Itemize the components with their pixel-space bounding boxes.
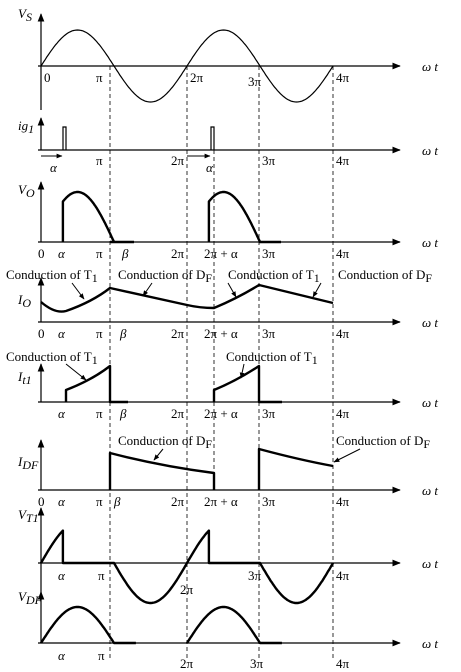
tick-label: β (120, 406, 127, 421)
gate-pulse-2 (211, 127, 214, 150)
tick-label: 0 (38, 326, 45, 341)
ylabel-vs: VS (18, 6, 32, 24)
arrow-df-a (143, 283, 152, 296)
y-labels (17, 6, 43, 607)
annotation-conduction-t1: Conduction of T1 (6, 267, 98, 285)
xlabel-vt1: ω t (422, 556, 439, 571)
tick-label: 2π (171, 494, 185, 509)
xlabel-vo: ω t (422, 235, 439, 250)
tick-label: 2π (171, 246, 185, 261)
tick-labels (38, 70, 350, 671)
waveform-vo (63, 192, 260, 242)
waveform-it1 (66, 366, 282, 402)
annotations (6, 267, 432, 451)
arrow-idf-a (154, 449, 163, 460)
xlabel-vdf: ω t (422, 636, 439, 651)
tick-label: 4π (336, 326, 350, 341)
ylabel-vo: VO (18, 182, 35, 200)
ylabel-idf: IDF (18, 454, 39, 472)
arrow-it1-a (66, 364, 86, 380)
tick-label: 4π (336, 70, 350, 85)
ylabel-it1: It1 (18, 369, 32, 387)
arrow-df-b (313, 283, 321, 297)
tick-label: 2π + α (204, 326, 238, 341)
tick-label: 3π (262, 326, 276, 341)
tick-label: π (96, 70, 103, 85)
tick-label: α (58, 568, 65, 583)
tick-label: π (96, 406, 103, 421)
arrow-t1-b (228, 283, 236, 297)
tick-label: α (58, 406, 65, 421)
tick-label: 3π (262, 246, 276, 261)
tick-label: 4π (336, 656, 350, 671)
tick-label: 2π + α (204, 246, 238, 261)
ylabel-vdf: VDF (18, 589, 42, 607)
tick-label: 2π + α (204, 494, 238, 509)
gate-pulse-1 (63, 127, 66, 150)
tick-label: 2π (180, 582, 194, 597)
tick-label: α (58, 246, 65, 261)
ylabel-vt1: VT1 (18, 507, 39, 525)
xlabel-ig1: ω t (422, 143, 439, 158)
annotation-conduction-t1: Conduction of T1 (226, 349, 318, 367)
arrow-t1-a (72, 283, 84, 299)
annotation-conduction-df: Conduction of DF (336, 433, 431, 451)
ylabel-io: IO (18, 292, 32, 310)
annotation-conduction-t1: Conduction of T1 (228, 267, 320, 285)
annotation-conduction-df: Conduction of DF (118, 267, 213, 285)
waveform-vdf (41, 607, 282, 643)
tick-label: π (98, 568, 105, 583)
arrow-idf-b (334, 449, 360, 462)
tick-label: 3π (248, 74, 262, 89)
tick-label: β (114, 494, 121, 509)
tick-label: 4π (336, 568, 350, 583)
tick-label: π (96, 153, 103, 168)
tick-label: 2π + α (204, 406, 238, 421)
tick-label: 2π (171, 406, 185, 421)
tick-label: 4π (336, 153, 350, 168)
tick-label: 2π (190, 70, 204, 85)
waveform-idf (110, 449, 333, 490)
tick-label: 4π (336, 406, 350, 421)
tick-label: β (120, 326, 127, 341)
xlabel-io: ω t (422, 315, 439, 330)
tick-label: α (58, 326, 65, 341)
tick-label: 4π (336, 494, 350, 509)
tick-label: 0 (44, 70, 51, 85)
tick-label: π (96, 326, 103, 341)
tick-label: π (98, 648, 105, 663)
tick-label: 3π (262, 406, 276, 421)
tick-label: 0 (38, 246, 45, 261)
annotation-conduction-df: Conduction of DF (118, 433, 213, 451)
xlabel-vs: ω t (422, 59, 439, 74)
tick-label: α (58, 494, 65, 509)
ylabel-ig1: ig1 (18, 118, 35, 136)
annotation-conduction-df: Conduction of DF (338, 267, 433, 285)
annotation-conduction-t1: Conduction of T1 (6, 349, 98, 367)
tick-label: 2π (180, 656, 194, 671)
tick-label: 2π (171, 153, 185, 168)
xlabel-it1: ω t (422, 395, 439, 410)
tick-label: α (206, 160, 213, 175)
axis-labels (422, 59, 438, 651)
tick-label: π (96, 494, 103, 509)
tick-label: 2π (171, 326, 185, 341)
tick-label: α (58, 648, 65, 663)
tick-label: π (96, 246, 103, 261)
tick-label: β (122, 246, 129, 261)
tick-label: 3π (248, 568, 262, 583)
tick-label: 4π (336, 246, 350, 261)
xlabel-idf: ω t (422, 483, 439, 498)
tick-label: 3π (262, 494, 276, 509)
tick-label: 3π (262, 153, 276, 168)
tick-label: 0 (38, 494, 45, 509)
tick-label: 3π (250, 656, 264, 671)
tick-label: α (50, 160, 57, 175)
